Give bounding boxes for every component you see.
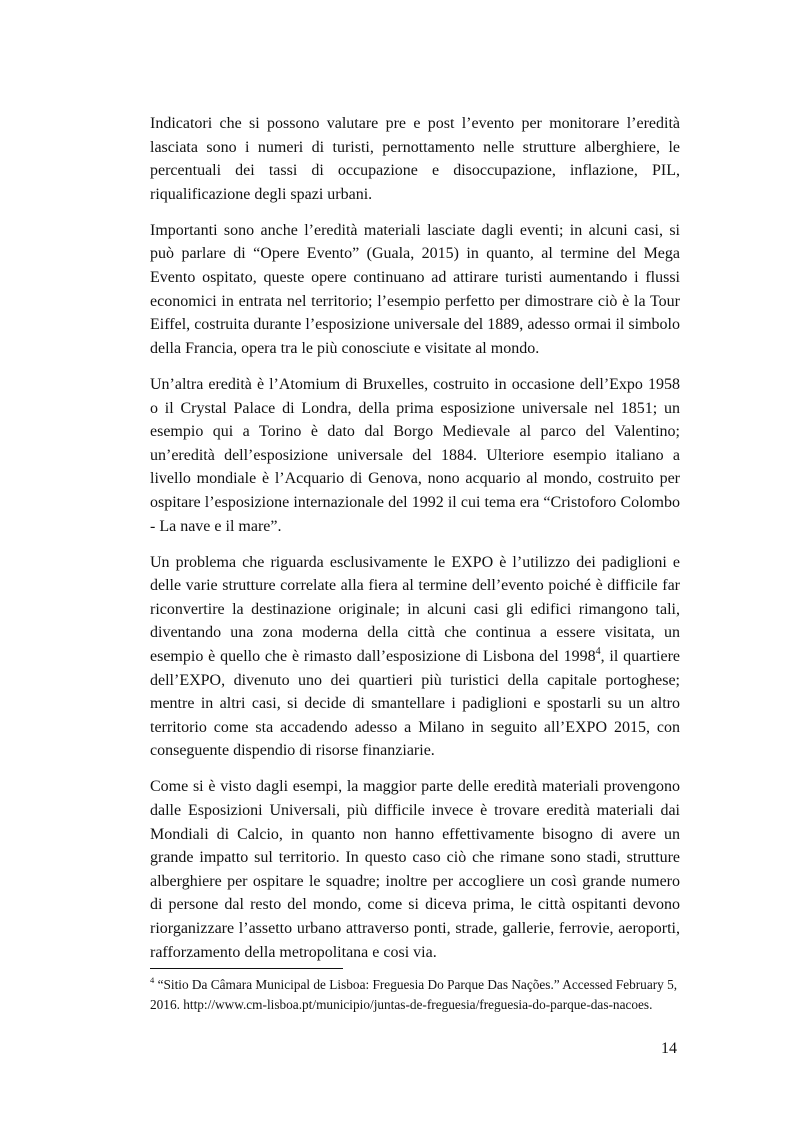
footnote-separator xyxy=(150,968,343,969)
footnote-reference[interactable]: 4 xyxy=(595,645,601,657)
footnote xyxy=(150,975,680,1015)
paragraph-1: Indicatori che si possono valutare pre e post l’evento per monitorare l’eredità lasciata sono i numeri di turisti, pernottamento nelle strutture alberghiere, le percentuali dei tassi di occupazione e disoccupazione, inflazione, PIL, riqualificazione degli spazi urbani. xyxy=(150,115,680,203)
paragraph-5: Come si è visto dagli esempi, la maggior parte delle eredità materiali provengono dalle Esposizioni Universali, più difficile invece è trovare eredità materiali dai Mondiali di Calcio, in quanto non hanno effettivamente bisogno di avere un grande impatto sul territorio. In questo caso ciò che rimane sono stadi, strutture alberghiere per ospitare le squadre; inoltre per accogliere un così grande numero di persone dal resto del mondo, come si diceva prima, le città ospitanti devono riorganizzare l’assetto urbano attraverso ponti, strade, gallerie, ferrovie, aeroporti, rafforzamento della metropolitana e cosi via. xyxy=(150,778,680,961)
paragraph-4-text-before: Un problema che riguarda esclusivamente le EXPO è l’utilizzo dei padiglioni e delle varie strutture correlate alla fiera al termine dell’evento poiché è difficile far riconvertire la destinazione originale; in alcuni casi gli edifici rimangono tali, diventando una zona moderna della città che continua a essere visitata, un esempio è quello che è rimasto dall’esposizione di Lisbona del 1998 xyxy=(150,553,680,665)
paragraph-3: Un’altra eredità è l’Atomium di Bruxelles, costruito in occasione dell’Expo 1958 o il Crystal Palace di Londra, della prima esposizione universale nel 1851; un esempio qui a Torino è dato dal Borgo Medievale al parco del Valentino; un’eredità dell’esposizione universale del 1884. Ulteriore esempio italiano a livello mondiale è l’Acquario di Genova, nono acquario al mondo, costruito per ospitare l’esposizione internazionale del 1992 il cui tema era “Cristoforo Colombo - La nave e il mare”. xyxy=(150,375,680,535)
footnote-text: “Sitio Da Câmara Municipal de Lisboa: Freguesia Do Parque Das Nações.” Accessed February 5, 2016. http://www.cm-lisboa.pt/municipio/juntas-de-freguesia/freguesia-do-parque-das-nacoes. xyxy=(150,977,678,1012)
page-body xyxy=(150,112,680,977)
footnote-number: 4 xyxy=(150,974,155,985)
paragraph-4-text-after: , il quartiere dell’EXPO, divenuto uno dei quartieri più turistici della capitale portoghese; mentre in altri casi, si decide di smantellare i padiglioni e spostarli su un altro territorio come sta accadendo adesso a Milano in seguito all’EXPO 2015, con conseguente dispendio di risorse finanziarie. xyxy=(150,647,680,760)
paragraph-4 xyxy=(150,551,680,763)
paragraph-2: Importanti sono anche l’eredità materiali lasciate dagli eventi; in alcuni casi, si può parlare di “Opere Evento” (Guala, 2015) in quanto, al termine del Mega Evento ospitato, queste opere continuano ad attirare turisti aumentando i flussi economici in entrata nel territorio; l’esempio perfetto per dimostrare ciò è la Tour Eiffel, costruita durante l’esposizione universale del 1889, adesso ormai il simbolo della Francia, opera tra le più conosciute e visitate al mondo. xyxy=(150,221,680,357)
page-number: 14 xyxy=(661,1040,677,1057)
